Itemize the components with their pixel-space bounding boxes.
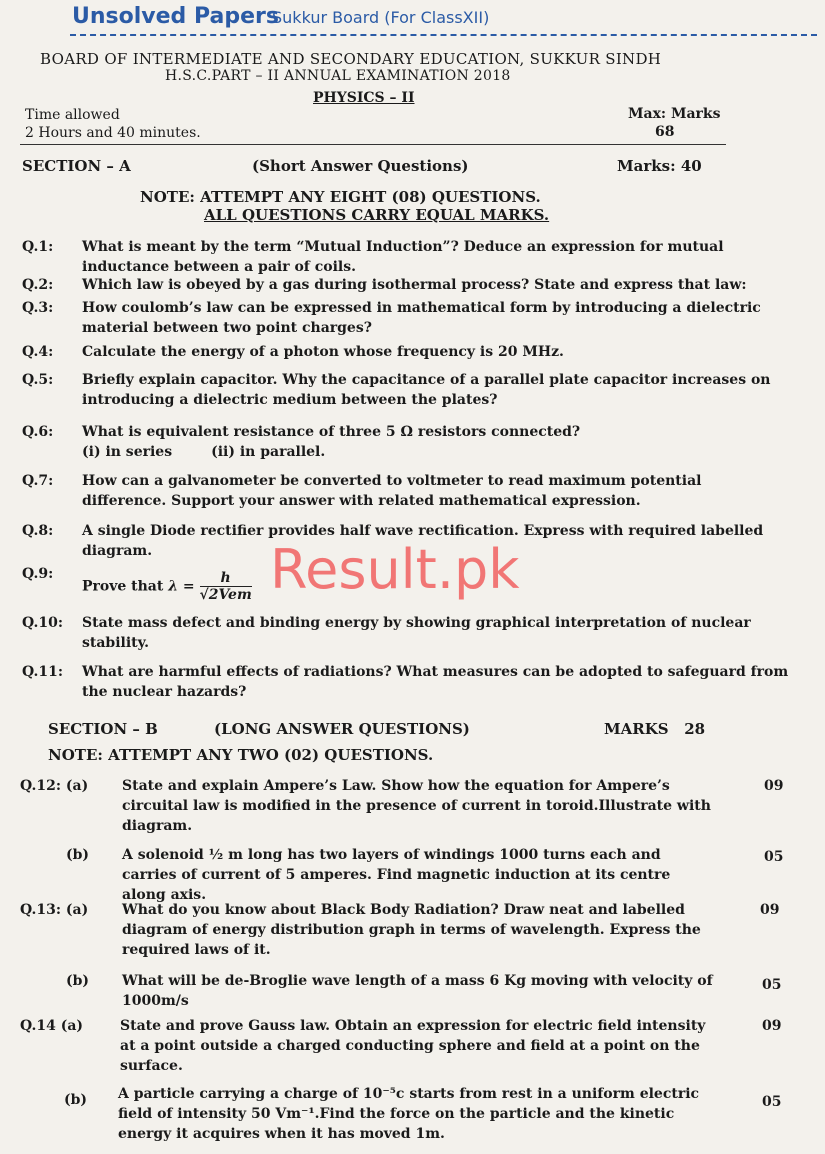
section-a-note-2: ALL QUESTIONS CARRY EQUAL MARKS. [204, 206, 550, 224]
site-banner [0, 0, 825, 36]
question-marks: 05 [762, 977, 782, 993]
section-a-marks: Marks: 40 [617, 157, 702, 175]
equation-fraction [200, 570, 252, 603]
question-number: Q.1: [22, 239, 54, 255]
question-text: A single Diode rectifier provides half wave rectification. Express with required labelled diagram. [82, 523, 764, 559]
question-number: Q.8: [22, 523, 54, 539]
section-a-title: SECTION – A [22, 157, 131, 175]
question-number: Q.7: [22, 473, 54, 489]
section-b-note: NOTE: ATTEMPT ANY TWO (02) QUESTIONS. [48, 746, 434, 764]
question-text: What will be de-Broglie wave length of a mass 6 Kg moving with velocity of 1000m/s [122, 973, 713, 1009]
max-marks-label: Max: Marks [628, 106, 721, 122]
question-number: Q.4: [22, 344, 54, 360]
watermark-logo: Result.pk [270, 538, 520, 601]
question-marks: 05 [764, 849, 784, 865]
time-label: Time allowed [25, 107, 120, 123]
question-text: Prove that [82, 578, 164, 595]
equation-lhs: λ = [168, 578, 195, 595]
question-text: State mass defect and binding energy by showing graphical interpretation of nuclear stability. [82, 615, 751, 651]
section-b-marks: MARKS 28 [604, 720, 706, 738]
equation-numerator: h [200, 570, 252, 587]
question-text: Calculate the energy of a photon whose frequency is 20 MHz. [82, 344, 564, 360]
question-text: A solenoid ½ m long has two layers of windings 1000 turns each and carries of current of 5 amperes. Find magnetic induction at its centre along axis. [122, 847, 671, 903]
question-text: What is equivalent resistance of three 5 Ω resistors connected? [82, 424, 581, 440]
section-b-type: (LONG ANSWER QUESTIONS) [214, 720, 470, 738]
question-text: Briefly explain capacitor. Why the capacitance of a parallel plate capacitor increases on introducing a dielectric medium between the plates? [82, 372, 771, 408]
question-text: How coulomb’s law can be expressed in mathematical form by introducing a dielectric material between two point charges? [82, 300, 761, 336]
question-text: What are harmful effects of radiations? What measures can be adopted to safeguard from the nuclear hazards? [82, 664, 789, 700]
question-text: State and prove Gauss law. Obtain an expression for electric field intensity at a point outside a charged conducting sphere and field at a point on the surface. [120, 1018, 706, 1074]
question-text: Which law is obeyed by a gas during isothermal process? State and express that law: [82, 277, 747, 293]
section-b-title: SECTION – B [48, 720, 158, 738]
question-marks: 09 [764, 778, 784, 794]
banner-divider [70, 34, 817, 36]
section-a-type: (Short Answer Questions) [252, 157, 469, 175]
question-text: How can a galvanometer be converted to voltmeter to read maximum potential difference. Support your answer with related mathematical expression. [82, 473, 702, 509]
question-text: What do you know about Black Body Radiation? Draw neat and labelled diagram of energy distribution graph in terms of wavelength. Express the required laws of it. [122, 902, 701, 958]
question-number: Q.9: [22, 566, 54, 582]
question-number: Q.6: [22, 424, 54, 440]
question-text: A particle carrying a charge of 10⁻⁵c starts from rest in a uniform electric field of intensity 50 Vm⁻¹.Find the force on the particle and the kinetic energy it acquires when it has moved 1m. [118, 1086, 700, 1142]
question-number: (b) [64, 1092, 88, 1108]
question-number: Q.5: [22, 372, 54, 388]
question-text: State and explain Ampere’s Law. Show how the equation for Ampere’s circuital law is modified in the presence of current in toroid.Illustrate with diagram. [122, 778, 711, 834]
question-number: Q.13: (a) [20, 902, 89, 918]
question-number: Q.10: [22, 615, 64, 631]
question-number: (b) [66, 847, 90, 863]
question-number: Q.3: [22, 300, 54, 316]
section-a-note-1: NOTE: ATTEMPT ANY EIGHT (08) QUESTIONS. [140, 188, 541, 206]
question-number: Q.14 (a) [20, 1018, 84, 1034]
question-marks: 05 [762, 1094, 782, 1110]
question-subparts: (i) in series (ii) in parallel. [82, 444, 326, 460]
banner-title: Unsolved Papers [72, 4, 279, 29]
exam-title: H.S.C.PART – II ANNUAL EXAMINATION 2018 [165, 68, 511, 84]
banner-subtitle: Sukkur Board (For ClassXII) [272, 8, 490, 27]
time-value: 2 Hours and 40 minutes. [25, 125, 201, 141]
header-rule [20, 144, 726, 145]
max-marks-value: 68 [655, 124, 675, 140]
question-text: What is meant by the term “Mutual Induction”? Deduce an expression for mutual inductance between a pair of coils. [82, 239, 724, 275]
question-number: (b) [66, 973, 90, 989]
question-marks: 09 [760, 902, 780, 918]
subject-title: PHYSICS – II [313, 90, 415, 106]
question-marks: 09 [762, 1018, 782, 1034]
board-name: BOARD OF INTERMEDIATE AND SECONDARY EDUCATION, SUKKUR SINDH [40, 50, 662, 68]
equation-denominator: √2Vem [199, 587, 252, 603]
question-number: Q.12: (a) [20, 778, 89, 794]
question-number: Q.11: [22, 664, 64, 680]
question-number: Q.2: [22, 277, 54, 293]
